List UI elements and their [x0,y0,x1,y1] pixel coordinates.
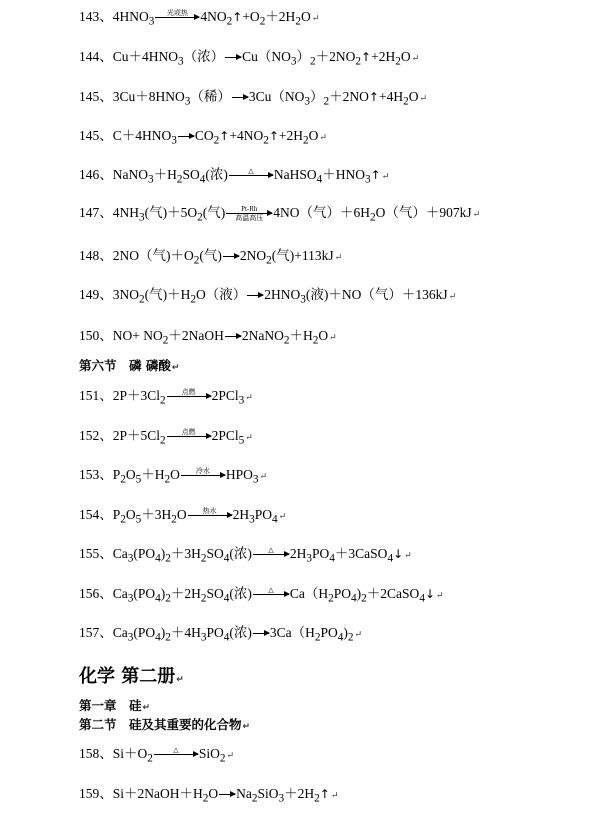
arrow-line [178,136,194,137]
equation-155 [79,545,412,568]
return-mark: ↵ [329,332,337,342]
arrow-line [167,396,211,397]
reaction-arrow-icon [253,546,289,563]
equation-number: 156、 [79,586,113,601]
return-mark: ↵ [176,675,184,685]
reactants: $4HNO_3$ [112,9,155,28]
reaction-arrow-icon [232,89,248,106]
chapter-text: 第一章 硅 [79,698,142,713]
equation-159 [79,785,338,808]
equation-number: 159、 [79,786,113,801]
section-two-text: 第二节 硅及其重要的化合物 [79,717,242,732]
reactants: $Si+O_2$ [112,746,153,765]
equation-157 [79,624,362,647]
equation-145 [79,88,427,111]
products: $Na_2SiO_3+2H_2↑$ [236,786,330,805]
equation-156 [79,585,444,608]
products: $2H_3PO_4$ [232,507,278,526]
return-mark: ↵ [171,363,180,373]
products: SiO$_2$ [198,746,226,765]
equation-number: 158、 [79,746,113,761]
equation-number: 145、 [79,128,113,143]
reaction-arrow-icon [223,248,239,265]
arrow-line [229,175,273,176]
arrow-condition-below [155,18,199,26]
reactants: $P_2O_5+3H_2O$ [112,507,187,526]
equation-144 [79,48,419,71]
arrow-condition: 热水 [202,507,217,516]
reactants: $2P+3Cl_2$ [112,388,166,407]
equation-147 [79,204,480,227]
section-six-text: 第六节 磷 磷酸 [79,358,171,373]
return-mark: ↵ [411,53,420,63]
return-mark: ↵ [472,209,481,219]
reactants: $Ca_3(PO_4)_2+4H_3PO_4$(浓) [112,625,252,644]
products: 2PCl$_3$ [211,388,245,407]
return-mark: ↵ [334,252,343,262]
reactants: $Cu+4HNO_3$（浓） [112,49,225,68]
arrow-condition-below [181,476,225,484]
equation-150 [79,327,337,350]
arrow-condition: △ [173,746,179,755]
reactants: $NO+ NO_2+2NaOH$ [112,328,224,347]
reaction-arrow-icon [167,428,211,445]
return-mark: ↵ [142,703,151,713]
reaction-arrow-icon [225,328,241,345]
reactants: $P_2O_5+H_2O$ [112,467,180,486]
return-mark: ↵ [259,471,268,481]
reaction-arrow-icon [229,167,273,184]
equation-number: 150、 [79,328,113,343]
reactants: $Ca_3(PO_4)_2+2H_2SO_4$(浓) [112,586,252,605]
arrow-line [225,57,241,58]
arrow-line [253,554,289,555]
arrow-line [253,594,289,595]
equation-146 [79,166,389,189]
return-mark: ↵ [354,629,363,639]
arrow-condition-below: 高温高压 [235,214,264,223]
reaction-arrow-icon [154,746,198,763]
reactants: $3NO_2$(气)$+H_2O$（液） [112,287,247,306]
products: $NaHSO_4+HNO_3↑$ [273,167,381,186]
reaction-arrow-icon [167,388,211,405]
reaction-arrow-icon [253,586,289,603]
equation-number: 155、 [79,546,113,561]
reaction-arrow-icon [181,467,225,484]
equation-number: 143、 [79,9,113,24]
reactants: $3Cu+8HNO_3$（稀） [112,89,231,108]
reactants: $Si+2NaOH+H_2O$ [112,786,219,805]
equation-number: 149、 [79,287,113,302]
reaction-arrow-icon [178,128,194,145]
products: $2H_3PO_4+3CaSO_4↓$ [289,546,404,565]
return-mark: ↵ [311,13,320,23]
products: 2PCl$_5$ [211,428,245,447]
arrow-line [226,213,272,214]
equation-154 [79,506,286,529]
chapter-heading [79,696,150,714]
return-mark: ↵ [245,432,253,442]
arrow-condition-below [188,516,232,524]
equation-151 [79,387,253,410]
products: 4NO（气）$+6H_2O$（气）＋907kJ [273,205,472,224]
equation-number: 152、 [79,428,113,443]
reactants: $C+4HNO_3$ [112,128,177,147]
equation-number: 145、 [79,89,113,104]
return-mark: ↵ [404,550,412,560]
equation-153 [79,466,267,489]
return-mark: ↵ [245,392,253,402]
arrow-condition-below [154,755,198,763]
return-mark: ↵ [419,93,428,103]
equation-number: 148、 [79,248,113,263]
return-mark: ↵ [381,171,390,181]
products: $2HNO_3$(液)＋NO（气）＋136kJ [264,287,448,306]
arrow-line [225,336,241,337]
equation-number: 157、 [79,625,113,640]
products: $3Cu(NO_3)_2+2NO↑+4H_2O$ [248,89,419,108]
arrow-condition: Pt-Rh [241,205,258,214]
products: $CO_2↑+4NO_2↑+2H_2O$ [194,128,319,147]
equation-143 [79,8,319,31]
arrow-condition: 光或热 [166,9,188,18]
arrow-condition-below [229,176,273,184]
equation-number: 147、 [79,205,113,220]
return-mark: ↵ [242,722,251,732]
reactants: $4NH_3$(气)$+5O_2$(气) [112,205,226,224]
products: $2NO_2$(气)+113kJ [239,248,334,267]
arrow-condition-below [167,397,211,405]
reactants: $NaNO_3+H_2SO_4$(浓) [112,167,228,186]
products: $4NO_2↑+O_2+2H_2O$ [200,9,311,28]
reaction-arrow-icon [188,507,232,524]
equation-number: 154、 [79,507,113,522]
products: $Cu(NO_3)_2+2NO_2↑+2H_2O$ [242,49,411,68]
products: $Ca(H_2PO_4)_2+2CaSO_4↓$ [289,586,435,605]
arrow-condition: 点燃 [181,428,196,437]
reaction-arrow-icon [226,205,272,222]
section-six-heading [79,356,179,374]
equation-number: 144、 [79,49,113,64]
reaction-arrow-icon [225,49,241,66]
equation-number: 151、 [79,388,113,403]
arrow-line [167,436,211,437]
book-title [79,662,184,688]
return-mark: ↵ [319,132,327,142]
equation-149 [79,286,456,309]
section-two-heading [79,715,250,733]
products: $HPO_3$ [225,467,259,486]
equation-number: 153、 [79,467,113,482]
return-mark: ↵ [278,511,287,521]
equation-148 [79,247,342,270]
arrow-condition: △ [248,167,254,176]
return-mark: ↵ [448,291,457,301]
arrow-condition-below [167,437,211,445]
equation-145b [79,127,327,150]
reactants: $Ca_3(PO_4)_2+3H_2SO_4$(浓) [112,546,252,565]
arrow-line [154,754,198,755]
products: $2NaNO_2+H_2O$ [241,328,329,347]
arrow-line [247,295,263,296]
arrow-condition: 点燃 [181,388,196,397]
reaction-arrow-icon [155,9,199,26]
arrow-line [188,515,232,516]
products: $3Ca(H_2PO_4)_2$ [269,625,354,644]
arrow-line [155,17,199,18]
arrow-line [253,633,269,634]
reactants: 2NO（气)$+O_2$(气) [112,248,222,267]
arrow-line [181,475,225,476]
arrow-condition: 冷水 [195,467,210,476]
return-mark: ↵ [330,790,339,800]
arrow-line [219,794,235,795]
reaction-arrow-icon [219,786,235,803]
equation-number: 146、 [79,167,113,182]
reaction-arrow-icon [247,287,263,304]
reactants: $2P+5Cl_2$ [112,428,166,447]
arrow-condition: △ [268,546,274,555]
arrow-line [223,256,239,257]
return-mark: ↵ [436,590,444,600]
equation-158 [79,745,234,768]
arrow-condition: △ [268,586,274,595]
reaction-arrow-icon [253,625,269,642]
book-title-text: 化学 第二册 [79,666,176,687]
return-mark: ↵ [226,750,235,760]
arrow-line [232,97,248,98]
equation-152 [79,427,253,450]
